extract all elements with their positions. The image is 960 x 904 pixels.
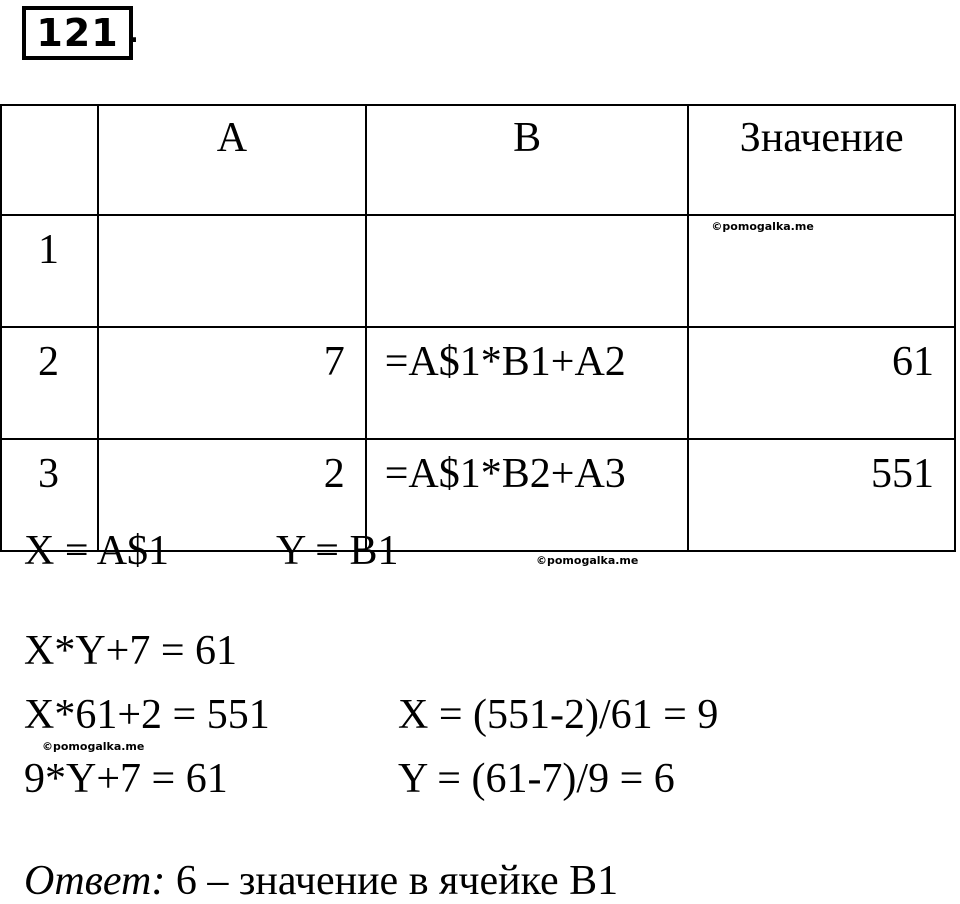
- cell-a1: [98, 215, 366, 327]
- column-header-b: B: [366, 105, 689, 215]
- column-header-value: Значение: [688, 105, 955, 215]
- answer-label: Ответ:: [24, 858, 166, 904]
- cell-a2: 7: [98, 327, 366, 439]
- row-number: 3: [1, 439, 98, 551]
- x-definition: X = A$1: [24, 528, 170, 574]
- row-number: 1: [1, 215, 98, 327]
- answer-text: 6 – значение в ячейке B1: [175, 858, 619, 904]
- cell-value-3: 551: [688, 439, 955, 551]
- table-row: [1, 215, 955, 327]
- answer-line: [24, 860, 618, 902]
- row-number: 2: [1, 327, 98, 439]
- cell-b3: =A$1*B2+A3: [366, 439, 689, 551]
- watermark: ©pomogalka.me: [711, 220, 814, 233]
- cell-b1: [366, 215, 689, 327]
- cell-a3: 2: [98, 439, 366, 551]
- y-definition: Y = B1: [276, 528, 399, 574]
- cell-b2: =A$1*B1+A2: [366, 327, 689, 439]
- table-row: [1, 327, 955, 439]
- header-row: [1, 105, 955, 215]
- equation-3: 9*Y+7 = 61: [24, 756, 228, 802]
- cell-value-2: 61: [688, 327, 955, 439]
- cell-value-1: [688, 215, 955, 327]
- corner-cell: [1, 105, 98, 215]
- spreadsheet-table: [0, 104, 956, 552]
- equation-1: X*Y+7 = 61: [24, 628, 238, 674]
- problem-number-dot: .: [128, 7, 141, 51]
- problem-number: 121: [22, 6, 133, 60]
- watermark: ©pomogalka.me: [42, 740, 145, 753]
- watermark: ©pomogalka.me: [536, 554, 639, 567]
- equation-2: X*61+2 = 551: [24, 692, 270, 738]
- column-header-a: A: [98, 105, 366, 215]
- y-result: Y = (61-7)/9 = 6: [398, 756, 675, 802]
- x-result: X = (551-2)/61 = 9: [398, 692, 719, 738]
